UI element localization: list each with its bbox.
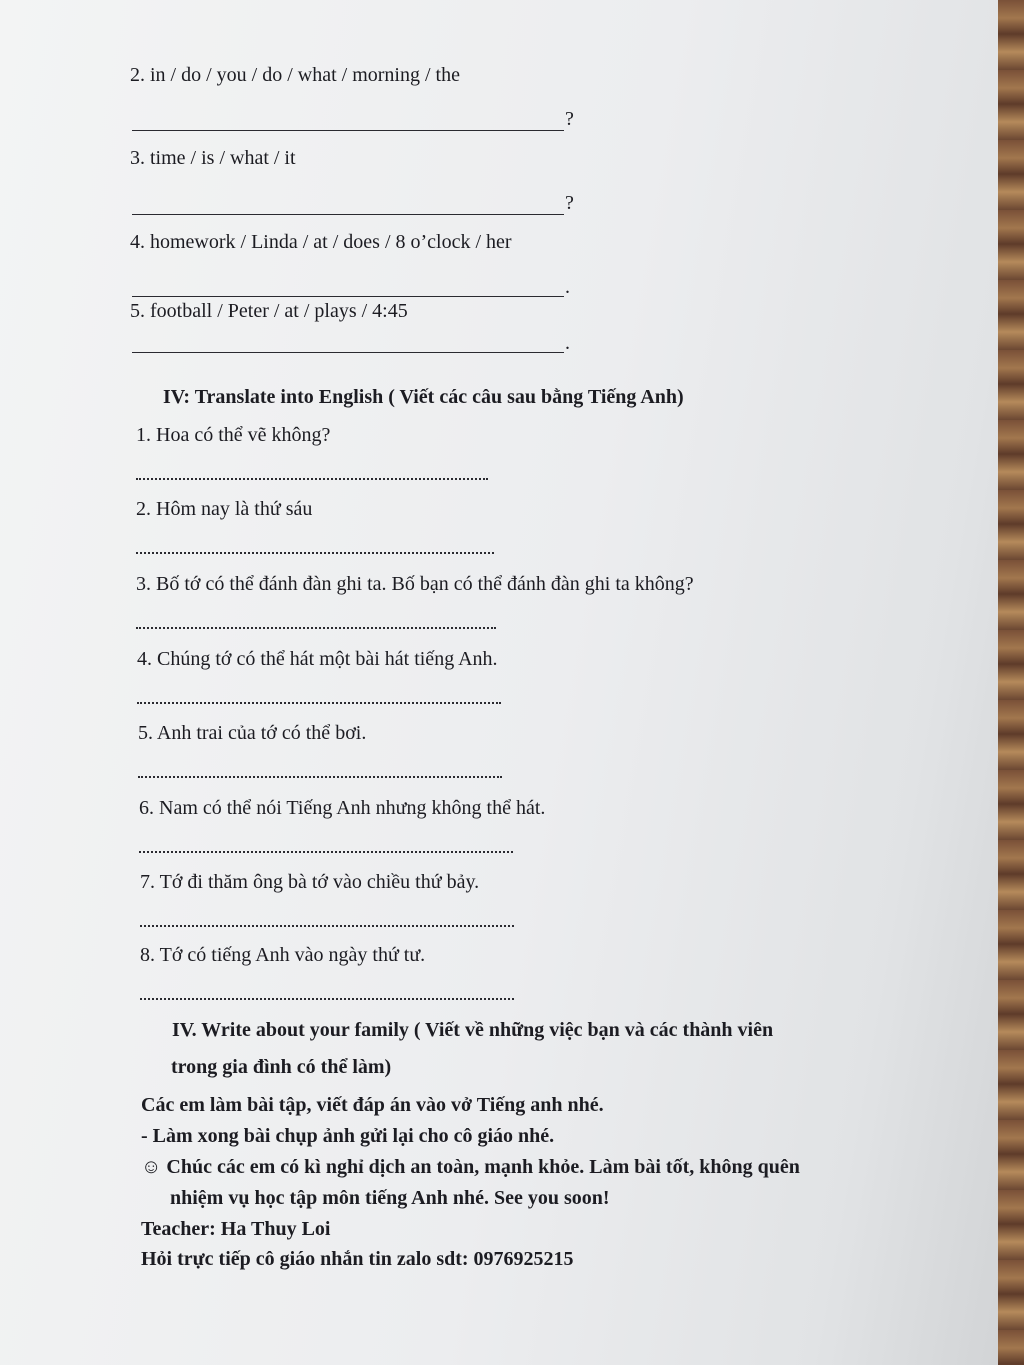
wish-line: ☺ Chúc các em có kì nghỉ dịch an toàn, mạnh khỏe. Làm bài tốt, không quên — [141, 1156, 800, 1178]
translate-item-1: 1. Hoa có thể vẽ không? — [136, 424, 331, 446]
translate-item-4: 4. Chúng tớ có thể hát một bài hát tiếng Anh. — [137, 648, 498, 670]
translate-heading: IV: Translate into English ( Viết các câu sau bằng Tiếng Anh) — [163, 386, 684, 408]
translate-item-7: 7. Tớ đi thăm ông bà tớ vào chiều thứ bảy. — [140, 871, 480, 893]
teacher-name: Teacher: Ha Thuy Loi — [141, 1218, 331, 1240]
reorder-prompt-3: 3. time / is / what / it — [130, 147, 296, 169]
answer-end-mark: ? — [565, 108, 574, 130]
answer-line[interactable] — [139, 851, 513, 853]
reorder-prompt-4: 4. homework / Linda / at / does / 8 o’clock / her — [130, 231, 512, 253]
write-heading-continued: trong gia đình có thể làm) — [171, 1056, 392, 1078]
answer-line[interactable] — [136, 552, 494, 554]
answer-line[interactable] — [140, 998, 514, 1000]
background-rug — [998, 0, 1024, 1365]
answer-line[interactable] — [136, 627, 496, 629]
answer-end-mark: ? — [565, 192, 574, 214]
instruction-line: Các em làm bài tập, viết đáp án vào vở Tiếng anh nhé. — [141, 1094, 604, 1116]
translate-item-5: 5. Anh trai của tớ có thể bơi. — [138, 722, 367, 744]
wish-line-continued: nhiệm vụ học tập môn tiếng Anh nhé. See you soon! — [170, 1187, 610, 1209]
translate-item-3: 3. Bố tớ có thể đánh đàn ghi ta. Bố bạn có thể đánh đàn ghi ta không? — [136, 573, 694, 595]
reorder-prompt-2: 2. in / do / you / do / what / morning / the — [130, 64, 460, 86]
answer-line[interactable] — [132, 296, 564, 297]
answer-line[interactable] — [132, 352, 564, 353]
answer-line[interactable] — [137, 702, 501, 704]
answer-line[interactable] — [136, 478, 488, 480]
translate-item-8: 8. Tớ có tiếng Anh vào ngày thứ tư. — [140, 944, 426, 966]
answer-line[interactable] — [140, 925, 514, 927]
instruction-line: - Làm xong bài chụp ảnh gửi lại cho cô giáo nhé. — [141, 1125, 555, 1147]
translate-item-2: 2. Hôm nay là thứ sáu — [136, 498, 313, 520]
translate-item-6: 6. Nam có thể nói Tiếng Anh nhưng không thể hát. — [139, 797, 546, 819]
answer-line[interactable] — [138, 776, 502, 778]
answer-end-mark: . — [565, 276, 570, 298]
answer-line[interactable] — [132, 214, 564, 215]
teacher-contact: Hỏi trực tiếp cô giáo nhắn tin zalo sdt: 0976925215 — [141, 1248, 574, 1270]
answer-end-mark: . — [565, 332, 570, 354]
write-heading: IV. Write about your family ( Viết về những việc bạn và các thành viên — [172, 1019, 774, 1041]
reorder-prompt-5: 5. football / Peter / at / plays / 4:45 — [130, 300, 408, 322]
answer-line[interactable] — [132, 130, 564, 131]
